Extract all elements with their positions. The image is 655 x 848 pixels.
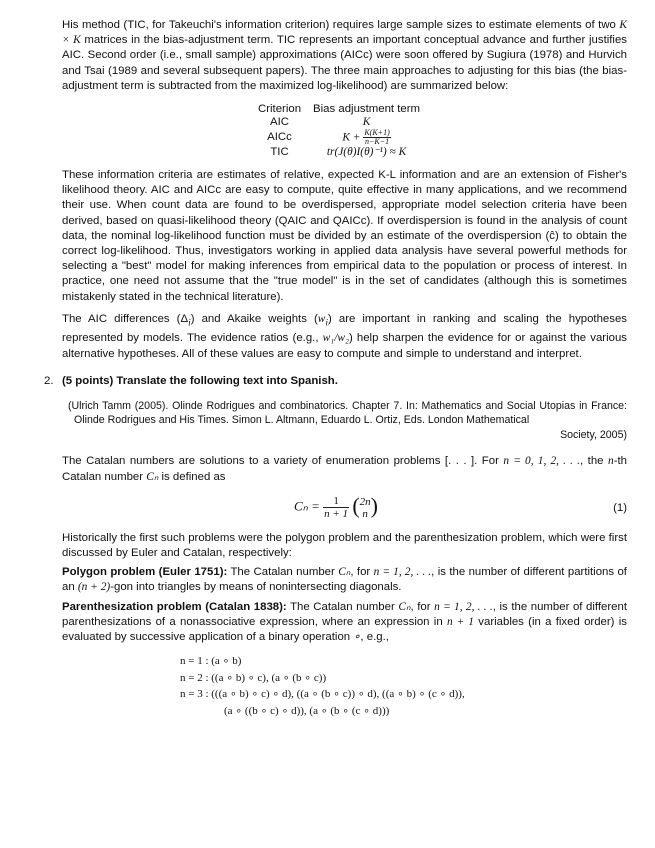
aic-text-2: ) and Akaike weights ( [190, 312, 318, 325]
aic-text-3: ) are important in ranking and scaling the hypotheses represented by models. The evidence ratios (e.g., [62, 312, 627, 345]
document-body [44, 18, 627, 719]
equation-fraction-denominator: n + 1 [324, 507, 349, 520]
question-heading [44, 374, 627, 389]
example-row: n = 1 : (a ∘ b) [180, 655, 242, 668]
weight-subscript: i [325, 318, 328, 329]
intro-text-1: His method (TIC, for Takeuchi's information criterion) requires large sample sizes to estimate elements of two [62, 19, 620, 31]
equation-fraction [323, 495, 349, 520]
polygon-cn-math: Cₙ [338, 566, 351, 579]
intro-paragraph [62, 18, 627, 94]
n-math: n [607, 455, 614, 468]
table-cell-term [307, 129, 426, 146]
table-header-row [252, 103, 426, 116]
binomial-bottom: n [362, 507, 368, 520]
example-row: n = 3 : (((a ∘ b) ∘ c) ∘ d), ((a ∘ (b ∘ c)) ∘ d), ((a ∘ b) ∘ (c ∘ d)), [180, 688, 465, 701]
binomial-coefficient: ( 2n n ) [352, 492, 378, 520]
table-row-tic [252, 146, 426, 159]
binomial-inner [360, 496, 371, 520]
table-row-aic [252, 116, 426, 129]
question-title: (5 points) Translate the following text into Spanish. [62, 374, 338, 387]
table-row-aicc [252, 129, 426, 146]
table-cell-term: K [362, 116, 371, 129]
aic-differences-paragraph [62, 312, 627, 362]
aicc-fraction-numerator: K(K+1) [364, 128, 390, 138]
paren-text-5: , e.g., [360, 631, 389, 644]
aicc-fraction [363, 129, 390, 146]
paren-n-math: n = 1, 2, . . . [434, 600, 493, 613]
equation-fraction-numerator: 1 [323, 495, 349, 508]
polygon-text-3: , is the number of different partitions of an [62, 566, 627, 594]
paren-text-2: , for [410, 600, 435, 613]
delta-subscript: i [188, 318, 191, 329]
question-number: 2. [44, 374, 54, 387]
catalan-intro-paragraph [62, 454, 627, 484]
binomial-top: 2n [359, 495, 371, 508]
table-cell-term: tr(J(θ)I(θ)⁻¹) ≈ K [326, 146, 407, 159]
table-header-criterion: Criterion [258, 103, 302, 116]
catalan-text-2: , the [580, 455, 608, 468]
table-header-bias: Bias adjustment term [313, 103, 421, 116]
aic-text-4: ) help sharpen the evidence for or against the various alternative hypotheses. All of these values are easy to compute and simple to understand and interpret. [62, 332, 627, 360]
weight-math: w [317, 312, 326, 325]
n-range-math: n = 0, 1, 2, . . . [503, 455, 581, 468]
equation-number: (1) [613, 501, 627, 514]
example-row: (a ∘ ((b ∘ c) ∘ d)), (a ∘ (b ∘ (c ∘ d))) [224, 704, 390, 717]
table-cell-name: AIC [270, 116, 290, 129]
table-cell-name: AICc [267, 131, 292, 144]
criteria-paragraph: These information criteria are estimates of relative, expected K-L information and are an extension of Fisher's likelihood theory. AIC and AICc are easy to compute, quite effective in many applications, and we recommend their use. When count data are found to be overdispersed, appropriate model selection criteria have been derived, based on quasi-likelihood theory (QAIC and QAICc). If overdispersion is found in the analysis of count data, the nominal log-likelihood function must be divided by an estimate of the overdispersion (ĉ) to obtain the correct log-likelihood. Thus, investigators working in applied data analysis have several powerful methods for selecting a "best" model for making inferences from empirical data to the population or process of interest. In practice, one need not assume that the "true model" is in the set of candidates (although this is sometimes mistakenly stated in the technical literature). [62, 169, 627, 303]
equation-lhs: Cₙ = [294, 498, 324, 514]
catalan-text-4: is defined as [158, 470, 226, 483]
paren-text-4: variables (in a fixed order) is evaluated by successive application of a binary operation [62, 615, 627, 644]
criteria-table [252, 103, 426, 159]
paren-vars-math: n + 1 [446, 615, 474, 628]
paren-cn-math: Cₙ [398, 600, 411, 613]
parenthesization-paragraph [62, 600, 627, 646]
paren-text-3: , is the number of different parenthesizations of a nonassociative expression, where an expression in [62, 600, 627, 628]
evidence-ratio-math: w₁/w₂ [322, 332, 349, 345]
table-cell-name: TIC [270, 146, 289, 159]
polygon-paragraph [62, 565, 627, 595]
polygon-n-math: n = 1, 2, . . . [373, 566, 432, 579]
polygon-text-4: -gon into triangles by means of nonintersecting diagonals. [110, 581, 402, 594]
example-row: n = 2 : ((a ∘ b) ∘ c), (a ∘ (b ∘ c)) [180, 671, 327, 684]
parenthesization-examples [180, 653, 627, 719]
equation-body [294, 492, 378, 520]
polygon-label: Polygon problem (Euler 1751): [62, 566, 228, 579]
polygon-text-1: The Catalan number [227, 566, 339, 579]
paren-text-1: The Catalan number [286, 600, 399, 613]
intro-text-2: matrices in the bias-adjustment term. TIC represents an important conceptual advance and further justifies AIC. Second order (i.e., small sample) approximations (AICc) were soon offered by Sugiura (1978) and Hurvich and Tsai (1989 and several subsequent papers). The three main approaches to adjusting for this bias (the bias-adjustment term is subtracted from the maximized log-likelihood) are summarized below: [62, 34, 627, 92]
historical-paragraph: Historically the first such problems were the polygon problem and the parenthesization problem, which were first discussed by Euler and Catalan, respectively: [62, 531, 627, 560]
cn-math: Cₙ [146, 470, 159, 483]
paren-op-math: ∘ [353, 631, 361, 644]
aicc-term-k: K + [342, 131, 364, 144]
catalan-text-3: -th Catalan number [62, 455, 627, 483]
matrix-dim-math: K × K [62, 19, 627, 47]
paren-label: Parenthesization problem (Catalan 1838): [62, 600, 287, 613]
citation: (Ulrich Tamm (2005). Olinde Rodrigues and combinatorics. Chapter 7. In: Mathematics and Social Utopias in France: Olinde Rodrigues and His Times. Simon L. Altmann, Eduardo L. Ortiz, Eds. London Mathematical [68, 399, 627, 427]
aic-text-1: The AIC differences (Δ [62, 312, 189, 325]
citation-end: Society, 2005) [560, 428, 627, 441]
catalan-equation [62, 487, 627, 531]
polygon-gon-math: (n + 2) [77, 581, 111, 594]
catalan-text-1: The Catalan numbers are solutions to a variety of enumeration problems [. . . ]. For [62, 455, 504, 468]
polygon-text-2: , for [350, 566, 374, 579]
aicc-fraction-denominator: n−K−1 [364, 137, 390, 147]
